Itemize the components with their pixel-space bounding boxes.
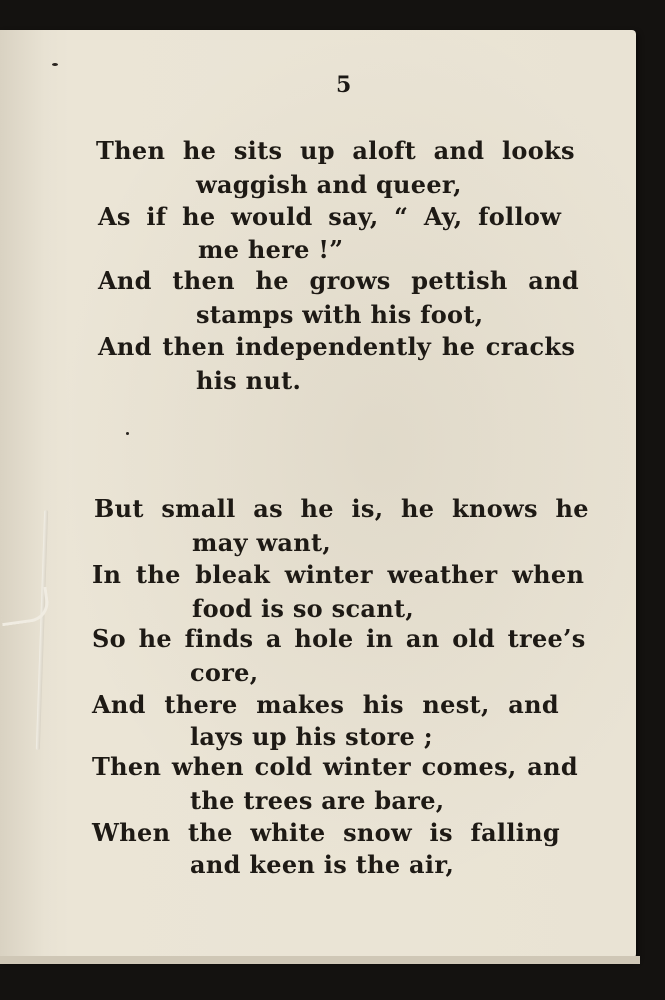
poem-line: Then he sits up aloft and looks (96, 136, 575, 165)
poem-line: Then when cold winter comes, and (92, 752, 578, 781)
poem-line: So he finds a hole in an old tree’s (92, 624, 586, 653)
ink-speck (52, 63, 58, 66)
poem-line: stamps with his foot, (196, 300, 484, 329)
poem-line: food is so scant, (192, 594, 415, 623)
ink-speck (126, 432, 129, 435)
poem-line: core, (190, 658, 259, 687)
page-number: 5 (336, 72, 352, 98)
poem-line: When the white snow is falling (92, 818, 560, 847)
poem-line: lays up his store ; (190, 722, 433, 751)
page-edge (0, 956, 640, 964)
poem-line: In the bleak winter weather when (92, 560, 585, 589)
poem-line: And then independently he cracks (98, 332, 576, 361)
poem-line: And there makes his nest, and (92, 690, 559, 719)
poem-line: the trees are bare, (190, 786, 445, 815)
poem-line: may want, (192, 528, 332, 557)
poem-line: As if he would say, “ Ay, follow (98, 202, 562, 231)
poem-line: waggish and queer, (196, 170, 462, 199)
poem-line: And then he grows pettish and (98, 266, 579, 295)
poem-line: his nut. (196, 366, 302, 395)
poem-line: and keen is the air, (190, 850, 455, 879)
poem-line: me here !” (198, 235, 344, 264)
poem-line: But small as he is, he knows he (94, 494, 589, 523)
